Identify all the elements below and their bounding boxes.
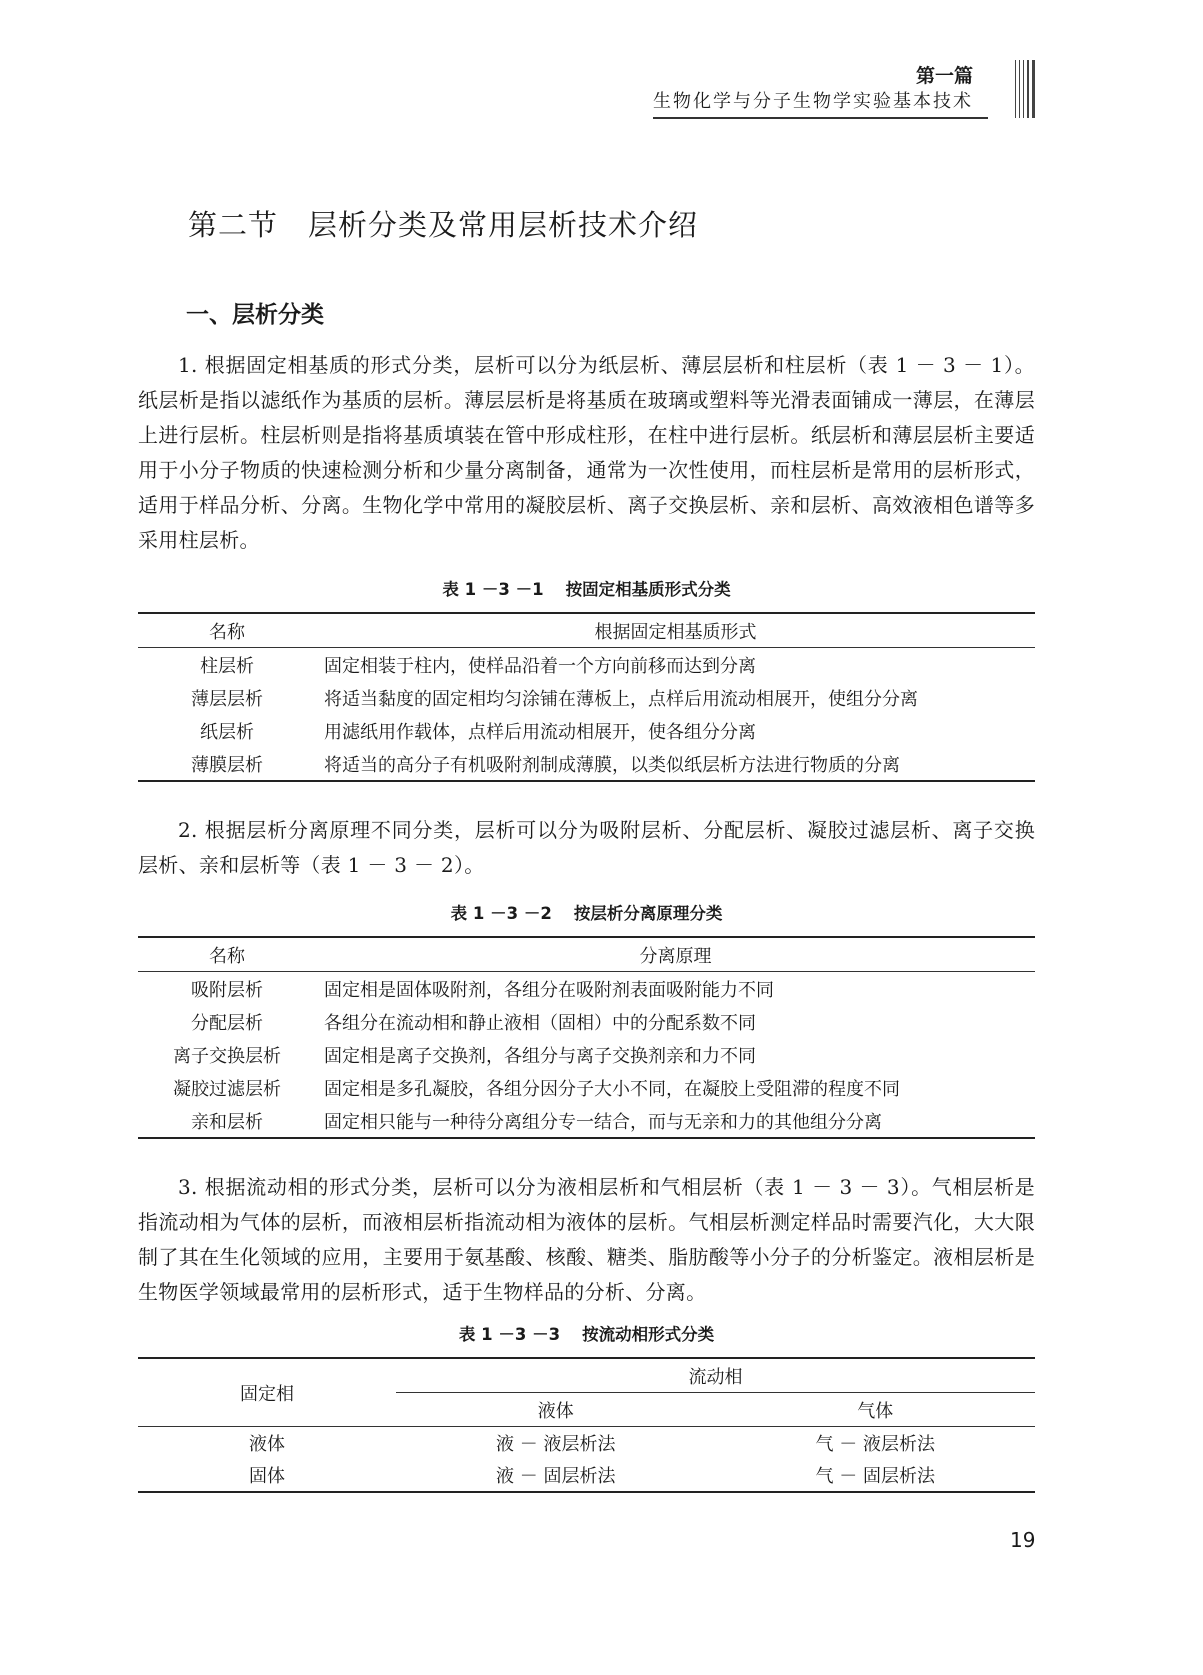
table-cell: 将适当黏度的固定相均匀涂铺在薄板上，点样后用流动相展开，使组分分离 — [324, 688, 918, 710]
table-row — [138, 1459, 1035, 1492]
table-row — [138, 1427, 1035, 1460]
table-header-cell: 名称 — [138, 613, 316, 648]
table-header-group: 流动相 — [396, 1358, 1035, 1393]
table-cell: 固体 — [138, 1459, 396, 1492]
table-row — [138, 714, 1035, 747]
part-label: 第一篇 — [915, 65, 973, 87]
subsection-title: 一、层析分类 — [186, 302, 324, 328]
table-cell: 柱层析 — [200, 655, 254, 677]
header-decorative-bars — [1015, 60, 1039, 118]
table-cell: 将适当的高分子有机吸附剂制成薄膜，以类似纸层析方法进行物质的分离 — [316, 747, 1035, 781]
table-cell: 固定相只能与一种待分离组分专一结合，而与无亲和力的其他组分分离 — [316, 1104, 1035, 1138]
paragraph-3: 3. 根据流动相的形式分类，层析可以分为液相层析和气相层析（表 1 － 3 － 3）。气相层析是指流动相为气体的层析，而液相层析指流动相为液体的层析。气相层析测定样品时需要汽化，大大限制了其在生化领域的应用，主要用于氨基酸、核酸、糖类、脂肪酸等小分子的分析鉴定。液相层析是生物医学领域最常用的层析形式，适于生物样品的分析、分离。 — [138, 1175, 1035, 1304]
table-cell: 各组分在流动相和静止液相（固相）中的分配系数不同 — [324, 1012, 756, 1034]
table-header-cell: 气体 — [716, 1393, 1036, 1427]
table-3-title: 按流动相形式分类 — [582, 1325, 715, 1344]
table-row — [138, 1005, 1035, 1038]
table-1-title: 按固定相基质形式分类 — [565, 580, 731, 599]
table-cell: 气 － 固层析法 — [716, 1459, 1036, 1492]
table-row — [138, 648, 1035, 682]
paragraph-2: 2. 根据层析分离原理不同分类，层析可以分为吸附层析、分配层析、凝胶过滤层析、离子交换层析、亲和层析等（表 1 － 3 － 2）。 — [138, 818, 1035, 877]
table-cell: 吸附层析 — [191, 979, 263, 1001]
section-title-text: 层析分类及常用层析技术介绍 — [308, 208, 699, 242]
book-title: 生物化学与分子生物学实验基本技术 — [653, 91, 973, 112]
table-cell: 分配层析 — [191, 1012, 263, 1034]
table-1-caption — [138, 578, 1035, 602]
table-cell: 薄层层析 — [191, 688, 263, 710]
table-cell: 凝胶过滤层析 — [173, 1078, 281, 1100]
table-row — [138, 1038, 1035, 1071]
table-cell: 亲和层析 — [138, 1104, 316, 1138]
table-cell: 固定相是固体吸附剂，各组分在吸附剂表面吸附能力不同 — [324, 979, 774, 1001]
table-row — [138, 972, 1035, 1006]
table-3-number: 表 1 －3 －3 — [458, 1325, 561, 1344]
table-row — [138, 681, 1035, 714]
paragraph-1: 1. 根据固定相基质的形式分类，层析可以分为纸层析、薄层层析和柱层析（表 1 － 3 － 1）。纸层析是指以滤纸作为基质的层析。薄层层析是将基质在玻璃或塑料等光滑表面铺成一薄层，在薄层上进行层析。柱层析则是指将基质填装在管中形成柱形，在柱中进行层析。纸层析和薄层层析主要适用于小分子物质的快速检测分析和少量分离制备，通常为一次性使用，而柱层析是常用的层析形式，适用于样品分析、分离。生物化学中常用的凝胶层析、离子交换层析、亲和层析、高效液相色谱等多采用柱层析。 — [138, 353, 1035, 552]
table-cell: 纸层析 — [200, 721, 254, 743]
table-2 — [138, 936, 1035, 1139]
table-header-cell: 名称 — [138, 937, 316, 972]
table-cell: 薄膜层析 — [138, 747, 316, 781]
table-header-cell: 固定相 — [138, 1358, 396, 1427]
table-2-title: 按层析分离原理分类 — [573, 904, 723, 923]
table-cell: 固定相装于柱内，使样品沿着一个方向前移而达到分离 — [324, 655, 756, 677]
table-2-number: 表 1 －3 －2 — [450, 904, 552, 923]
table-2-caption — [138, 902, 1035, 926]
header-rule — [653, 117, 988, 119]
table-cell: 液体 — [249, 1434, 285, 1455]
table-row — [138, 1071, 1035, 1104]
table-header-cell: 分离原理 — [316, 937, 1035, 972]
table-1-number: 表 1 －3 －1 — [442, 580, 544, 599]
table-cell: 固定相是多孔凝胶，各组分因分子大小不同，在凝胶上受阻滞的程度不同 — [324, 1078, 900, 1100]
table-cell: 液 － 固层析法 — [396, 1459, 716, 1492]
section-number: 第二节 — [188, 208, 279, 242]
table-header-cell: 液体 — [396, 1393, 716, 1427]
table-1 — [138, 612, 1035, 782]
table-cell: 气 － 液层析法 — [815, 1434, 935, 1455]
table-cell: 离子交换层析 — [173, 1045, 281, 1067]
page-number: 19 — [1010, 1528, 1036, 1552]
running-header — [653, 64, 973, 114]
table-3 — [138, 1357, 1035, 1493]
table-cell: 固定相是离子交换剂，各组分与离子交换剂亲和力不同 — [324, 1045, 756, 1067]
table-row — [138, 1104, 1035, 1138]
table-cell: 用滤纸用作载体，点样后用流动相展开，使各组分分离 — [324, 721, 756, 743]
section-title — [188, 205, 698, 245]
table-row — [138, 747, 1035, 781]
table-3-caption — [138, 1323, 1035, 1347]
table-cell: 液 － 液层析法 — [496, 1434, 616, 1455]
table-header-cell: 根据固定相基质形式 — [316, 613, 1035, 648]
